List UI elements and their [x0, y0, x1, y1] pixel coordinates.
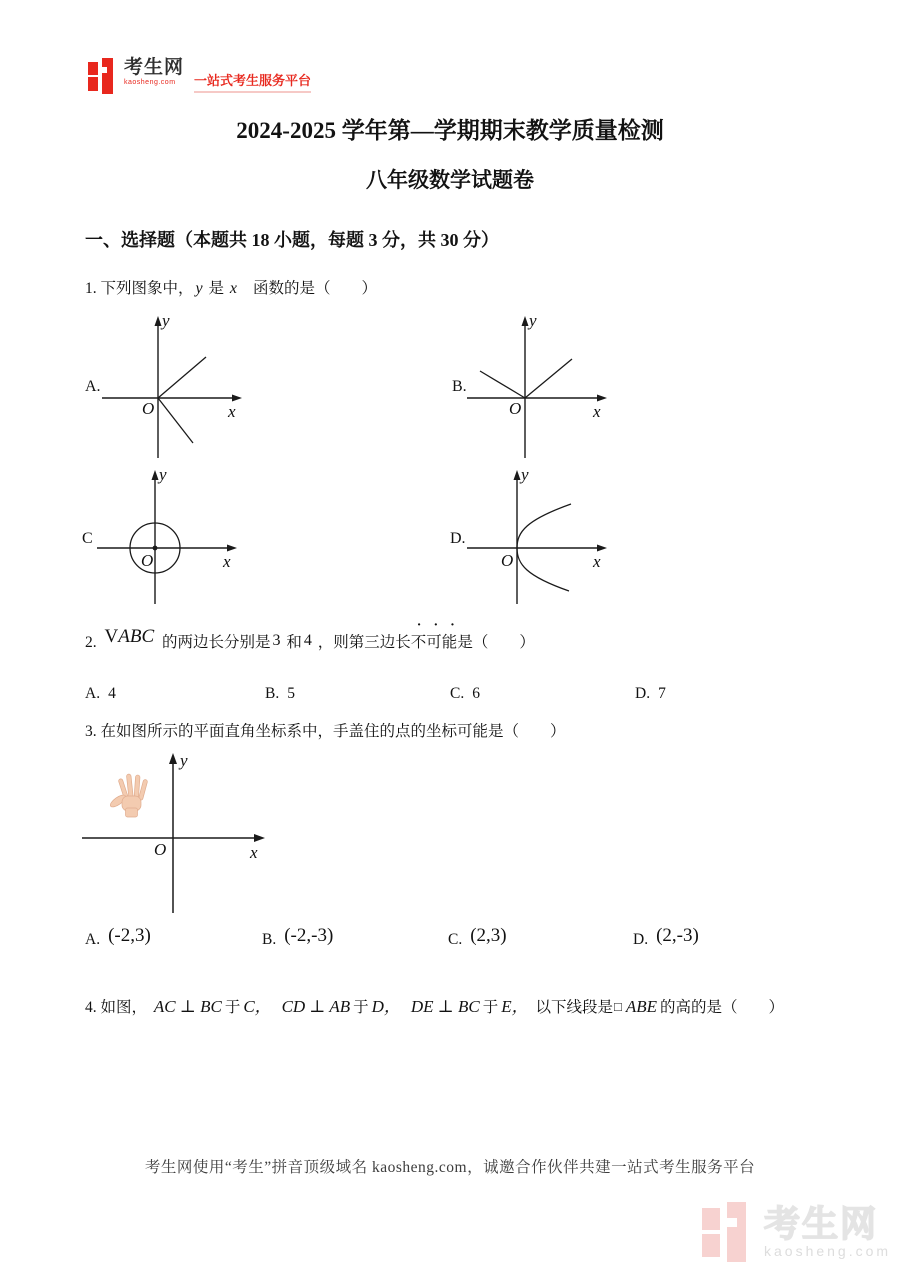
axis-y-label: y: [162, 312, 170, 330]
q1-graph-b: [465, 312, 615, 460]
q1-option-c-label: C: [82, 530, 93, 547]
q3-graph: [80, 748, 325, 916]
q2-number: 2.: [85, 634, 97, 651]
q3-number: 3.: [85, 723, 97, 740]
missing-glyph-box: □: [613, 999, 622, 1014]
axis-y-label: y: [159, 466, 167, 484]
origin-label: O: [142, 399, 155, 418]
watermark-domain: kaosheng.com: [764, 1243, 892, 1259]
q2-option-b: B. 5: [265, 685, 295, 702]
q1-option-d-label: D.: [450, 530, 466, 547]
watermark-site-name: 考生网: [764, 1203, 879, 1244]
logo-site-name: 考生网: [124, 57, 185, 78]
footer-text: 考生网使用“考生”拼音顶级域名 kaosheng.com，诚邀合作伙伴共建一站式考生服务平台: [144, 1159, 756, 1176]
exam-title: 2024-2025 学年第—学期期末教学质量检测: [236, 118, 664, 143]
logo-tagline: 一站式考生服务平台: [194, 70, 311, 93]
question-1-text: 1. 下列图象中， y 是 x 函数的是（ ）: [85, 280, 378, 297]
q1-graph-a: [100, 312, 250, 460]
q2-option-d: D. 7: [635, 685, 666, 702]
kaosheng-logo: [88, 58, 311, 94]
question-4-text: 4. 如图， AC ⊥ BC 于 C， CD ⊥ AB 于 D， DE ⊥ BC 于 E， 以下线段是□ ABE 的高的是（ ）: [85, 997, 785, 1016]
axis-x-label: x: [223, 552, 231, 571]
axis-x-label: x: [593, 402, 601, 421]
q1-graph-c: [95, 466, 245, 606]
q1-option-a-label: A.: [85, 378, 101, 395]
q2-triangle-formula: VABC: [104, 626, 155, 647]
axis-y-label: y: [521, 466, 529, 484]
exam-subtitle: 八年级数学试题卷: [366, 168, 534, 192]
origin-label: O: [509, 399, 522, 418]
question-2-text: 2. VABC 的两边长分别是 3 和 4 ，则第三边长 ··· 不可能是（ ）: [85, 618, 535, 651]
axis-x-label: x: [250, 843, 258, 862]
origin-label: O: [141, 551, 154, 570]
emphasis-dots: ···: [416, 618, 467, 633]
axis-x-label: x: [593, 552, 601, 571]
q2-emphasis: ··· 不可能: [410, 618, 467, 651]
kaosheng-logo-icon: [88, 58, 118, 94]
hand-icon: [109, 774, 148, 817]
q2-option-a: A. 4: [85, 685, 116, 702]
question-3-text: 3. 在如图所示的平面直角坐标系中，手盖住的点的坐标可能是（ ）: [85, 723, 566, 740]
origin-label: O: [501, 551, 514, 570]
axis-y-label: y: [180, 751, 188, 770]
q3-option-c: C. (2,3): [448, 925, 507, 948]
q2-option-c: C. 6: [450, 685, 480, 702]
section-heading: 一、选择题（本题共 18 小题，每题 3 分，共 30 分）: [85, 230, 499, 250]
axis-y-label: y: [529, 312, 537, 330]
q3-option-b: B. (-2,-3): [262, 925, 334, 948]
kaosheng-watermark: [702, 1202, 891, 1262]
watermark-logo-icon: [702, 1202, 756, 1262]
origin-label: O: [154, 840, 167, 859]
q3-option-a: A. (-2,3): [85, 925, 151, 948]
logo-domain: kaosheng.com: [124, 79, 176, 86]
q1-graph-d: [465, 466, 615, 606]
q1-option-b-label: B.: [452, 378, 467, 395]
q3-option-d: D. (2,-3): [633, 925, 699, 948]
q4-number: 4.: [85, 999, 97, 1016]
axis-x-label: x: [228, 402, 236, 421]
q1-number: 1.: [85, 280, 97, 297]
